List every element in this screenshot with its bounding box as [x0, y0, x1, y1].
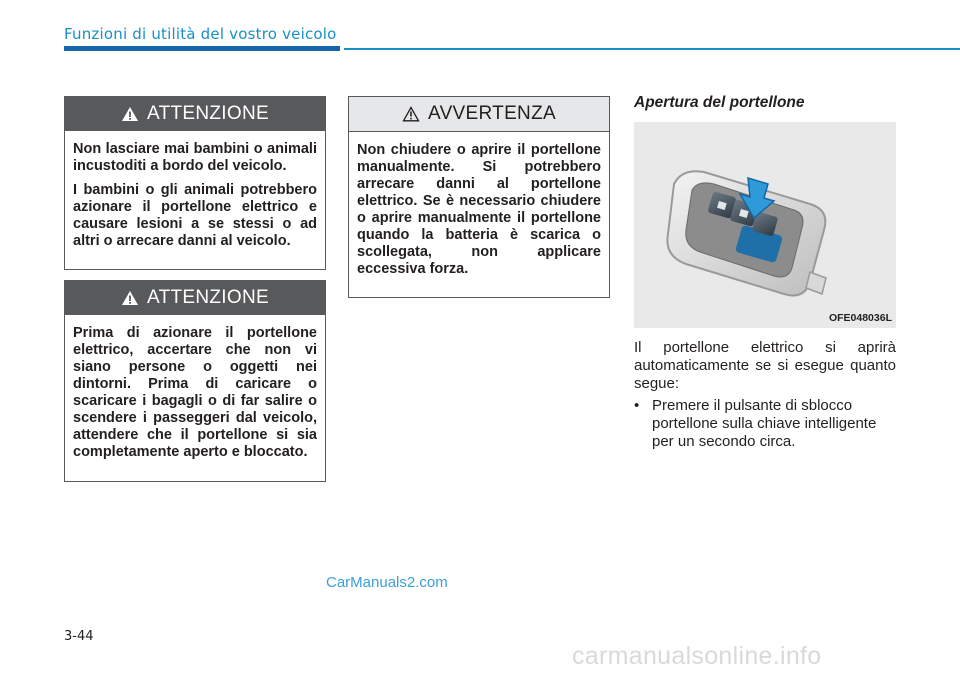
intro-paragraph: Il portellone elettrico si aprirà automaticamente se si esegue quanto segue:: [634, 339, 896, 392]
page-number: 3-44: [64, 629, 94, 644]
attention-paragraph: Prima di azionare il portellone elettrico, accertare che non vi siano persone o oggetti nei dintorni. Prima di caricare o scaricare i bagagli o di far salire o scendere i passeggeri dal veicolo, attendere che il portellone si sia completamente aperto e bloccato.: [73, 325, 317, 460]
chapter-title: Funzioni di utilità del vostro veicolo: [64, 25, 337, 43]
bullet-icon: •: [634, 397, 640, 414]
caution-heading: AVVERTENZA: [428, 103, 556, 124]
figure-code: OFE048036L: [828, 312, 892, 324]
caution-header: [349, 97, 609, 132]
section-body: [634, 339, 896, 451]
caution-paragraph: Non chiudere o aprire il portellone manualmente. Si potrebbero arrecare danni al portellone elettrico. Se è necessario chiudere o aprire manualmente il portellone quando la batteria è scarica o scollegata, non applicare eccessiva forza.: [357, 142, 601, 277]
bullet-text: Premere il pulsante di sblocco portellone sulla chiave intelligente per un secondo circa.: [652, 397, 877, 450]
list-item: [634, 397, 896, 451]
smart-key-illustration: [634, 122, 896, 328]
attention-header: [65, 281, 325, 315]
header-rule: [344, 48, 960, 50]
warning-triangle-icon: [121, 106, 139, 122]
footer-watermark: carmanualsonline.info: [572, 642, 822, 670]
caution-box-manual: [348, 96, 610, 298]
watermark-link[interactable]: CarManuals2.com: [326, 574, 448, 591]
attention-box-tailgate: [64, 280, 326, 482]
attention-header: [65, 97, 325, 131]
attention-heading: ATTENZIONE: [147, 287, 269, 308]
warning-triangle-outline-icon: [402, 106, 420, 122]
header-rule-accent: [64, 46, 340, 51]
attention-paragraph: Non lasciare mai bambini o animali incustoditi a bordo del veicolo.: [73, 141, 317, 174]
attention-heading: ATTENZIONE: [147, 103, 269, 124]
attention-box-children: [64, 96, 326, 270]
warning-triangle-icon: [121, 290, 139, 306]
smart-key-figure: [634, 122, 896, 328]
attention-paragraph: I bambini o gli animali potrebbero azionare il portellone elettrico e causare lesioni a se stessi o ad altri o arrecare danni al veicolo.: [73, 182, 317, 249]
section-title: Apertura del portellone: [634, 94, 805, 111]
